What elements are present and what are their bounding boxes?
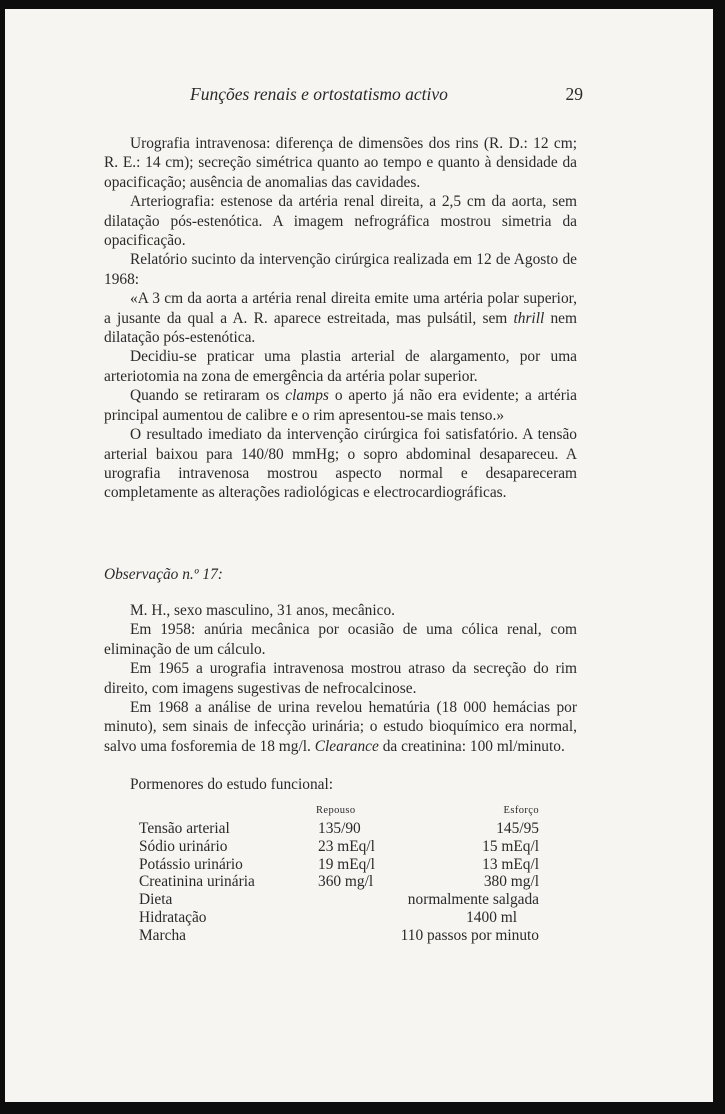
observation-heading: Observação n.º 17: xyxy=(104,566,223,583)
col-repouso: Repouso xyxy=(316,805,356,816)
row-label: Creatinina urinária xyxy=(139,873,255,891)
thrill-term: thrill xyxy=(513,309,545,327)
quote-1-text: «A 3 cm da aorta a artéria renal direita emite uma artéria polar superior, a jusante da qual a A. R. aparece estreitada, mas pulsátil, sem xyxy=(104,290,577,327)
main-text xyxy=(104,134,577,503)
clearance-term: Clearance xyxy=(314,737,379,755)
row-label: Marcha xyxy=(139,926,186,944)
page-number: 29 xyxy=(565,84,583,104)
table-row xyxy=(104,837,591,855)
row-value: normalmente salgada xyxy=(407,891,539,909)
row-label: Dieta xyxy=(139,891,173,909)
paragraph-urografia: Urografia intravenosa: diferença de dimensões dos rins (R. D.: 12 cm; R. E.: 14 cm); secreção simétrica quanto ao tempo e quanto à densidade da opacificação; ausência de anomalias das cavidades. xyxy=(104,135,577,191)
paragraph-relatorio: Relatório sucinto da intervenção cirúrgica realizada em 12 de Agosto de 1968: xyxy=(104,251,577,288)
quote-3-end: o aperto já não era evidente; a artéria principal aumentou de calibre e o rim apresentou-se mais tenso.» xyxy=(104,387,577,424)
clamps-term: clamps xyxy=(285,387,329,405)
case-1958: Em 1958: anúria mecânica por ocasião de uma cólica renal, com eliminação de um cálculo. xyxy=(104,621,577,658)
running-header xyxy=(104,85,591,107)
quote-3-start: Quando se retiraram os xyxy=(130,387,280,405)
row-label: Tensão arterial xyxy=(139,820,230,837)
row-label: Potássio urinário xyxy=(139,855,243,873)
case-1965: Em 1965 a urografia intravenosa mostrou atraso da secreção do rim direito, com imagens sugestivas de nefrocalcinose. xyxy=(104,660,577,697)
functional-study-heading: Pormenores do estudo funcional: xyxy=(130,776,334,793)
col-esforco: Esforço xyxy=(503,805,539,816)
row-esforco: 145/95 xyxy=(496,820,539,837)
row-repouso: 360 mg/l xyxy=(318,873,374,891)
table-row-span xyxy=(104,926,591,944)
table-row-span xyxy=(104,908,591,926)
row-label: Hidratação xyxy=(139,908,207,926)
table-header xyxy=(104,801,591,819)
functional-study-table xyxy=(104,801,591,944)
case-patient: M. H., sexo masculino, 31 anos, mecânico. xyxy=(130,602,396,619)
case-1968-text: Em 1968 a análise de urina revelou hematúria (18 000 hemácias por minuto), sem sinais de infecção urinária; o estudo bioquímico era normal, salvo uma fosforemia de 18 mg/l. xyxy=(104,699,577,755)
paragraph-quote-1 xyxy=(104,289,577,347)
paragraph-resultado: O resultado imediato da intervenção cirúrgica foi satisfatório. A tensão arterial baixou para 140/80 mmHg; o sopro abdominal desapareceu. A urografia intravenosa mostrou aspecto normal e desapareceram completamente as alterações radiológicas e electrocardiográficas. xyxy=(104,426,577,502)
paragraph-quote-2: Decidiu-se praticar uma plastia arterial de alargamento, por uma arteriotomia na zona de emergência da artéria polar superior. xyxy=(104,348,577,385)
case-1968 xyxy=(104,698,577,756)
row-label: Sódio urinário xyxy=(139,837,228,855)
table-row xyxy=(104,819,591,837)
quote-1-end: nem dilatação pós-estenótica. xyxy=(104,309,577,347)
table-row-span xyxy=(104,890,591,908)
row-esforco: 13 mEq/l xyxy=(482,855,539,873)
paragraph-quote-3 xyxy=(104,386,577,425)
running-title: Funções renais e ortostatismo activo xyxy=(190,84,448,104)
row-value: 110 passos por minuto xyxy=(400,926,539,944)
case-text xyxy=(104,601,577,756)
table-row xyxy=(104,872,591,890)
row-repouso: 19 mEq/l xyxy=(318,855,375,873)
table-row xyxy=(104,855,591,873)
row-esforco: 15 mEq/l xyxy=(482,837,539,855)
case-1968-end: da creatinina: 100 ml/minuto. xyxy=(382,737,565,755)
row-repouso: 135/90 xyxy=(318,820,361,837)
row-repouso: 23 mEq/l xyxy=(318,837,375,855)
row-value: 1400 ml xyxy=(466,908,517,926)
document-page xyxy=(5,9,713,1102)
row-esforco: 380 mg/l xyxy=(483,873,539,891)
paragraph-arteriografia: Arteriografia: estenose da artéria renal direita, a 2,5 cm da aorta, sem dilatação pós-estenótica. A imagem nefrográfica mostrou simetria da opacificação. xyxy=(104,193,577,250)
